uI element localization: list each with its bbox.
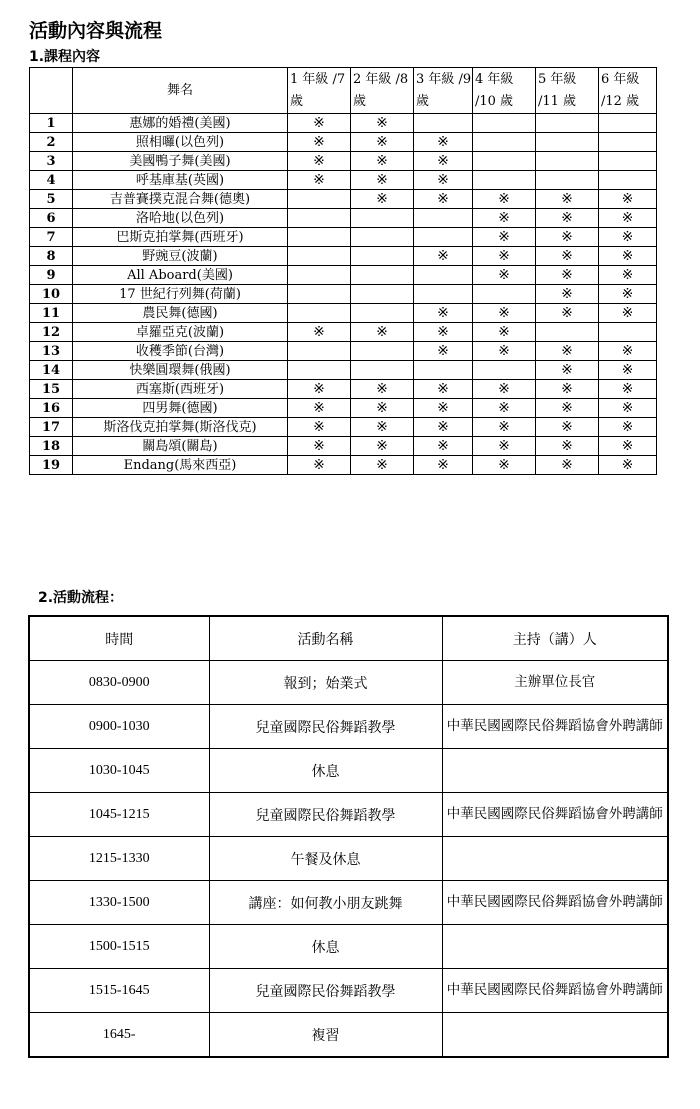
grade-5-mark: ※ bbox=[536, 361, 599, 380]
grade-5-mark bbox=[536, 171, 599, 190]
grade-5-mark: ※ bbox=[536, 285, 599, 304]
table-row bbox=[30, 304, 657, 323]
host-cell bbox=[442, 837, 668, 881]
grade-3-mark: ※ bbox=[414, 437, 473, 456]
grade-4-column-header: 4 年級 /10 歲 bbox=[473, 68, 536, 114]
time-cell: 0900-1030 bbox=[29, 705, 209, 749]
grade-3-mark bbox=[414, 266, 473, 285]
grade-3-mark bbox=[414, 228, 473, 247]
grade-3-mark: ※ bbox=[414, 399, 473, 418]
grade-5-mark: ※ bbox=[536, 399, 599, 418]
table-row bbox=[30, 380, 657, 399]
row-number: 12 bbox=[30, 323, 73, 342]
dance-name: 關島頌(關島) bbox=[73, 437, 288, 456]
grade-3-mark bbox=[414, 285, 473, 304]
grade-6-mark: ※ bbox=[599, 266, 657, 285]
table-row bbox=[30, 399, 657, 418]
dance-name: 洛哈地(以色列) bbox=[73, 209, 288, 228]
grade-5-mark: ※ bbox=[536, 190, 599, 209]
grade-1-mark bbox=[288, 285, 351, 304]
grade-1-mark bbox=[288, 342, 351, 361]
grade-1-column-header: 1 年級 /7 歲 bbox=[288, 68, 351, 114]
grade-5-mark: ※ bbox=[536, 456, 599, 475]
grade-6-mark: ※ bbox=[599, 361, 657, 380]
row-number: 4 bbox=[30, 171, 73, 190]
schedule-row bbox=[29, 925, 668, 969]
activity-cell: 講座：如何教小朋友跳舞 bbox=[209, 881, 442, 925]
grade-6-mark: ※ bbox=[599, 437, 657, 456]
grade-6-mark: ※ bbox=[599, 285, 657, 304]
row-number: 17 bbox=[30, 418, 73, 437]
grade-1-mark bbox=[288, 209, 351, 228]
time-cell: 1330-1500 bbox=[29, 881, 209, 925]
grade-4-mark bbox=[473, 133, 536, 152]
grade-1-mark: ※ bbox=[288, 114, 351, 133]
table-row bbox=[30, 209, 657, 228]
grade-4-mark: ※ bbox=[473, 399, 536, 418]
grade-4-mark bbox=[473, 114, 536, 133]
course-table bbox=[29, 67, 657, 475]
dance-name: 美國鴨子舞(美國) bbox=[73, 152, 288, 171]
grade-4-mark bbox=[473, 361, 536, 380]
table-row bbox=[30, 171, 657, 190]
schedule-row bbox=[29, 705, 668, 749]
grade-4-mark: ※ bbox=[473, 342, 536, 361]
grade-6-mark: ※ bbox=[599, 342, 657, 361]
grade-1-mark: ※ bbox=[288, 437, 351, 456]
schedule-row bbox=[29, 793, 668, 837]
table-row bbox=[30, 266, 657, 285]
grade-5-mark: ※ bbox=[536, 266, 599, 285]
grade-2-mark: ※ bbox=[351, 133, 414, 152]
grade-1-mark bbox=[288, 361, 351, 380]
grade-2-mark: ※ bbox=[351, 399, 414, 418]
grade-3-mark: ※ bbox=[414, 152, 473, 171]
schedule-row bbox=[29, 969, 668, 1013]
time-cell: 1215-1330 bbox=[29, 837, 209, 881]
time-cell: 1045-1215 bbox=[29, 793, 209, 837]
row-number: 13 bbox=[30, 342, 73, 361]
grade-6-column-header: 6 年級 /12 歲 bbox=[599, 68, 657, 114]
grade-6-mark bbox=[599, 114, 657, 133]
host-cell bbox=[442, 925, 668, 969]
course-section-title: 1.課程內容 bbox=[29, 49, 101, 65]
grade-2-mark: ※ bbox=[351, 418, 414, 437]
table-row bbox=[30, 342, 657, 361]
time-cell: 1515-1645 bbox=[29, 969, 209, 1013]
host-cell: 中華民國國際民俗舞蹈協會外聘講師 bbox=[442, 793, 668, 837]
row-number: 15 bbox=[30, 380, 73, 399]
grade-2-mark: ※ bbox=[351, 171, 414, 190]
time-cell: 0830-0900 bbox=[29, 661, 209, 705]
row-number: 19 bbox=[30, 456, 73, 475]
grade-4-mark: ※ bbox=[473, 209, 536, 228]
grade-5-column-header: 5 年級 /11 歲 bbox=[536, 68, 599, 114]
grade-3-mark: ※ bbox=[414, 171, 473, 190]
table-row bbox=[30, 361, 657, 380]
grade-3-mark: ※ bbox=[414, 133, 473, 152]
host-cell bbox=[442, 1013, 668, 1058]
grade-3-mark bbox=[414, 209, 473, 228]
dance-name: 呼基庫基(英國) bbox=[73, 171, 288, 190]
host-cell bbox=[442, 749, 668, 793]
table-row bbox=[30, 437, 657, 456]
grade-3-mark: ※ bbox=[414, 247, 473, 266]
grade-2-column-header: 2 年級 /8 歲 bbox=[351, 68, 414, 114]
row-number: 10 bbox=[30, 285, 73, 304]
grade-6-mark: ※ bbox=[599, 209, 657, 228]
grade-4-mark bbox=[473, 171, 536, 190]
grade-1-mark bbox=[288, 247, 351, 266]
grade-1-mark: ※ bbox=[288, 380, 351, 399]
grade-2-mark bbox=[351, 285, 414, 304]
grade-1-mark: ※ bbox=[288, 171, 351, 190]
grade-2-mark: ※ bbox=[351, 152, 414, 171]
dance-name: Endang(馬來西亞) bbox=[73, 456, 288, 475]
grade-1-mark: ※ bbox=[288, 323, 351, 342]
grade-3-mark: ※ bbox=[414, 323, 473, 342]
dance-name: 卓羅亞克(波蘭) bbox=[73, 323, 288, 342]
grade-2-mark bbox=[351, 304, 414, 323]
grade-1-mark: ※ bbox=[288, 399, 351, 418]
dance-name: 西塞斯(西班牙) bbox=[73, 380, 288, 399]
course-table-body bbox=[30, 114, 657, 475]
grade-4-mark: ※ bbox=[473, 456, 536, 475]
grade-2-mark: ※ bbox=[351, 380, 414, 399]
grade-6-mark: ※ bbox=[599, 304, 657, 323]
grade-5-mark: ※ bbox=[536, 304, 599, 323]
grade-6-mark bbox=[599, 152, 657, 171]
course-table-header bbox=[30, 68, 657, 114]
grade-2-mark: ※ bbox=[351, 190, 414, 209]
grade-6-mark: ※ bbox=[599, 228, 657, 247]
schedule-table bbox=[28, 615, 669, 1058]
host-cell: 中華民國國際民俗舞蹈協會外聘講師 bbox=[442, 881, 668, 925]
grade-4-mark bbox=[473, 285, 536, 304]
grade-5-mark: ※ bbox=[536, 247, 599, 266]
grade-6-mark: ※ bbox=[599, 190, 657, 209]
grade-6-mark: ※ bbox=[599, 380, 657, 399]
dance-name: 斯洛伐克拍掌舞(斯洛伐克) bbox=[73, 418, 288, 437]
grade-3-mark: ※ bbox=[414, 342, 473, 361]
activity-cell: 兒童國際民俗舞蹈教學 bbox=[209, 705, 442, 749]
dance-name: 照相囉(以色列) bbox=[73, 133, 288, 152]
row-number: 6 bbox=[30, 209, 73, 228]
number-column-header bbox=[30, 68, 73, 114]
grade-4-mark: ※ bbox=[473, 228, 536, 247]
grade-5-mark bbox=[536, 152, 599, 171]
dance-name: 野豌豆(波蘭) bbox=[73, 247, 288, 266]
activity-column-header: 活動名稱 bbox=[209, 616, 442, 661]
grade-2-mark: ※ bbox=[351, 114, 414, 133]
grade-1-mark bbox=[288, 304, 351, 323]
grade-6-mark bbox=[599, 323, 657, 342]
schedule-table-body bbox=[29, 661, 668, 1058]
activity-cell: 複習 bbox=[209, 1013, 442, 1058]
grade-2-mark: ※ bbox=[351, 437, 414, 456]
grade-4-mark: ※ bbox=[473, 437, 536, 456]
grade-5-mark: ※ bbox=[536, 228, 599, 247]
grade-5-mark: ※ bbox=[536, 418, 599, 437]
dance-name: 快樂圓環舞(俄國) bbox=[73, 361, 288, 380]
schedule-section-title: 2.活動流程： bbox=[38, 590, 124, 606]
row-number: 7 bbox=[30, 228, 73, 247]
grade-4-mark: ※ bbox=[473, 266, 536, 285]
row-number: 18 bbox=[30, 437, 73, 456]
grade-2-mark bbox=[351, 361, 414, 380]
grade-5-mark bbox=[536, 114, 599, 133]
table-row bbox=[30, 285, 657, 304]
table-row bbox=[30, 228, 657, 247]
grade-1-mark: ※ bbox=[288, 456, 351, 475]
host-cell: 中華民國國際民俗舞蹈協會外聘講師 bbox=[442, 705, 668, 749]
table-row bbox=[30, 247, 657, 266]
activity-cell: 午餐及休息 bbox=[209, 837, 442, 881]
grade-4-mark: ※ bbox=[473, 190, 536, 209]
grade-5-mark: ※ bbox=[536, 380, 599, 399]
schedule-row bbox=[29, 881, 668, 925]
table-row bbox=[30, 190, 657, 209]
grade-4-mark: ※ bbox=[473, 418, 536, 437]
schedule-row bbox=[29, 1013, 668, 1058]
dance-name: All Aboard(美國) bbox=[73, 266, 288, 285]
grade-2-mark bbox=[351, 247, 414, 266]
grade-6-mark bbox=[599, 133, 657, 152]
table-row bbox=[30, 323, 657, 342]
grade-6-mark: ※ bbox=[599, 247, 657, 266]
dance-name: 吉普賽撲克混合舞(德奧) bbox=[73, 190, 288, 209]
time-cell: 1500-1515 bbox=[29, 925, 209, 969]
grade-3-mark: ※ bbox=[414, 190, 473, 209]
dance-name: 農民舞(德國) bbox=[73, 304, 288, 323]
activity-cell: 兒童國際民俗舞蹈教學 bbox=[209, 793, 442, 837]
grade-4-mark: ※ bbox=[473, 247, 536, 266]
row-number: 1 bbox=[30, 114, 73, 133]
grade-6-mark: ※ bbox=[599, 399, 657, 418]
grade-3-mark: ※ bbox=[414, 456, 473, 475]
row-number: 11 bbox=[30, 304, 73, 323]
grade-1-mark bbox=[288, 190, 351, 209]
grade-1-mark: ※ bbox=[288, 152, 351, 171]
grade-3-mark: ※ bbox=[414, 380, 473, 399]
grade-2-mark bbox=[351, 228, 414, 247]
grade-2-mark bbox=[351, 266, 414, 285]
dance-name: 收穫季節(台灣) bbox=[73, 342, 288, 361]
row-number: 3 bbox=[30, 152, 73, 171]
grade-5-mark: ※ bbox=[536, 209, 599, 228]
schedule-table-header bbox=[29, 616, 668, 661]
host-cell: 中華民國國際民俗舞蹈協會外聘講師 bbox=[442, 969, 668, 1013]
host-cell: 主辦單位長官 bbox=[442, 661, 668, 705]
grade-1-mark: ※ bbox=[288, 133, 351, 152]
grade-5-mark bbox=[536, 323, 599, 342]
activity-cell: 兒童國際民俗舞蹈教學 bbox=[209, 969, 442, 1013]
table-row bbox=[30, 456, 657, 475]
row-number: 16 bbox=[30, 399, 73, 418]
grade-3-mark bbox=[414, 361, 473, 380]
dance-name-column-header: 舞名 bbox=[73, 68, 288, 114]
grade-2-mark: ※ bbox=[351, 456, 414, 475]
dance-name: 惠娜的婚禮(美國) bbox=[73, 114, 288, 133]
activity-cell: 休息 bbox=[209, 925, 442, 969]
dance-name: 巴斯克拍掌舞(西班牙) bbox=[73, 228, 288, 247]
dance-name: 17 世紀行列舞(荷蘭) bbox=[73, 285, 288, 304]
grade-5-mark: ※ bbox=[536, 342, 599, 361]
row-number: 8 bbox=[30, 247, 73, 266]
grade-3-column-header: 3 年級 /9 歲 bbox=[414, 68, 473, 114]
time-cell: 1645- bbox=[29, 1013, 209, 1058]
grade-6-mark: ※ bbox=[599, 418, 657, 437]
grade-4-mark: ※ bbox=[473, 304, 536, 323]
grade-2-mark bbox=[351, 209, 414, 228]
dance-name: 四男舞(德國) bbox=[73, 399, 288, 418]
grade-6-mark: ※ bbox=[599, 456, 657, 475]
grade-3-mark: ※ bbox=[414, 304, 473, 323]
grade-6-mark bbox=[599, 171, 657, 190]
grade-4-mark: ※ bbox=[473, 380, 536, 399]
table-row bbox=[30, 152, 657, 171]
grade-1-mark bbox=[288, 228, 351, 247]
grade-1-mark bbox=[288, 266, 351, 285]
schedule-row bbox=[29, 749, 668, 793]
grade-4-mark bbox=[473, 152, 536, 171]
page-title: 活動內容與流程 bbox=[29, 20, 163, 42]
grade-3-mark bbox=[414, 114, 473, 133]
row-number: 9 bbox=[30, 266, 73, 285]
schedule-row bbox=[29, 661, 668, 705]
grade-3-mark: ※ bbox=[414, 418, 473, 437]
grade-5-mark bbox=[536, 133, 599, 152]
table-row bbox=[30, 114, 657, 133]
table-row bbox=[30, 133, 657, 152]
table-row bbox=[30, 418, 657, 437]
grade-2-mark: ※ bbox=[351, 323, 414, 342]
row-number: 2 bbox=[30, 133, 73, 152]
grade-1-mark: ※ bbox=[288, 418, 351, 437]
row-number: 5 bbox=[30, 190, 73, 209]
row-number: 14 bbox=[30, 361, 73, 380]
grade-2-mark bbox=[351, 342, 414, 361]
grade-4-mark: ※ bbox=[473, 323, 536, 342]
time-cell: 1030-1045 bbox=[29, 749, 209, 793]
activity-cell: 休息 bbox=[209, 749, 442, 793]
time-column-header: 時間 bbox=[29, 616, 209, 661]
schedule-row bbox=[29, 837, 668, 881]
host-column-header: 主持（講）人 bbox=[442, 616, 668, 661]
grade-5-mark: ※ bbox=[536, 437, 599, 456]
activity-cell: 報到；始業式 bbox=[209, 661, 442, 705]
